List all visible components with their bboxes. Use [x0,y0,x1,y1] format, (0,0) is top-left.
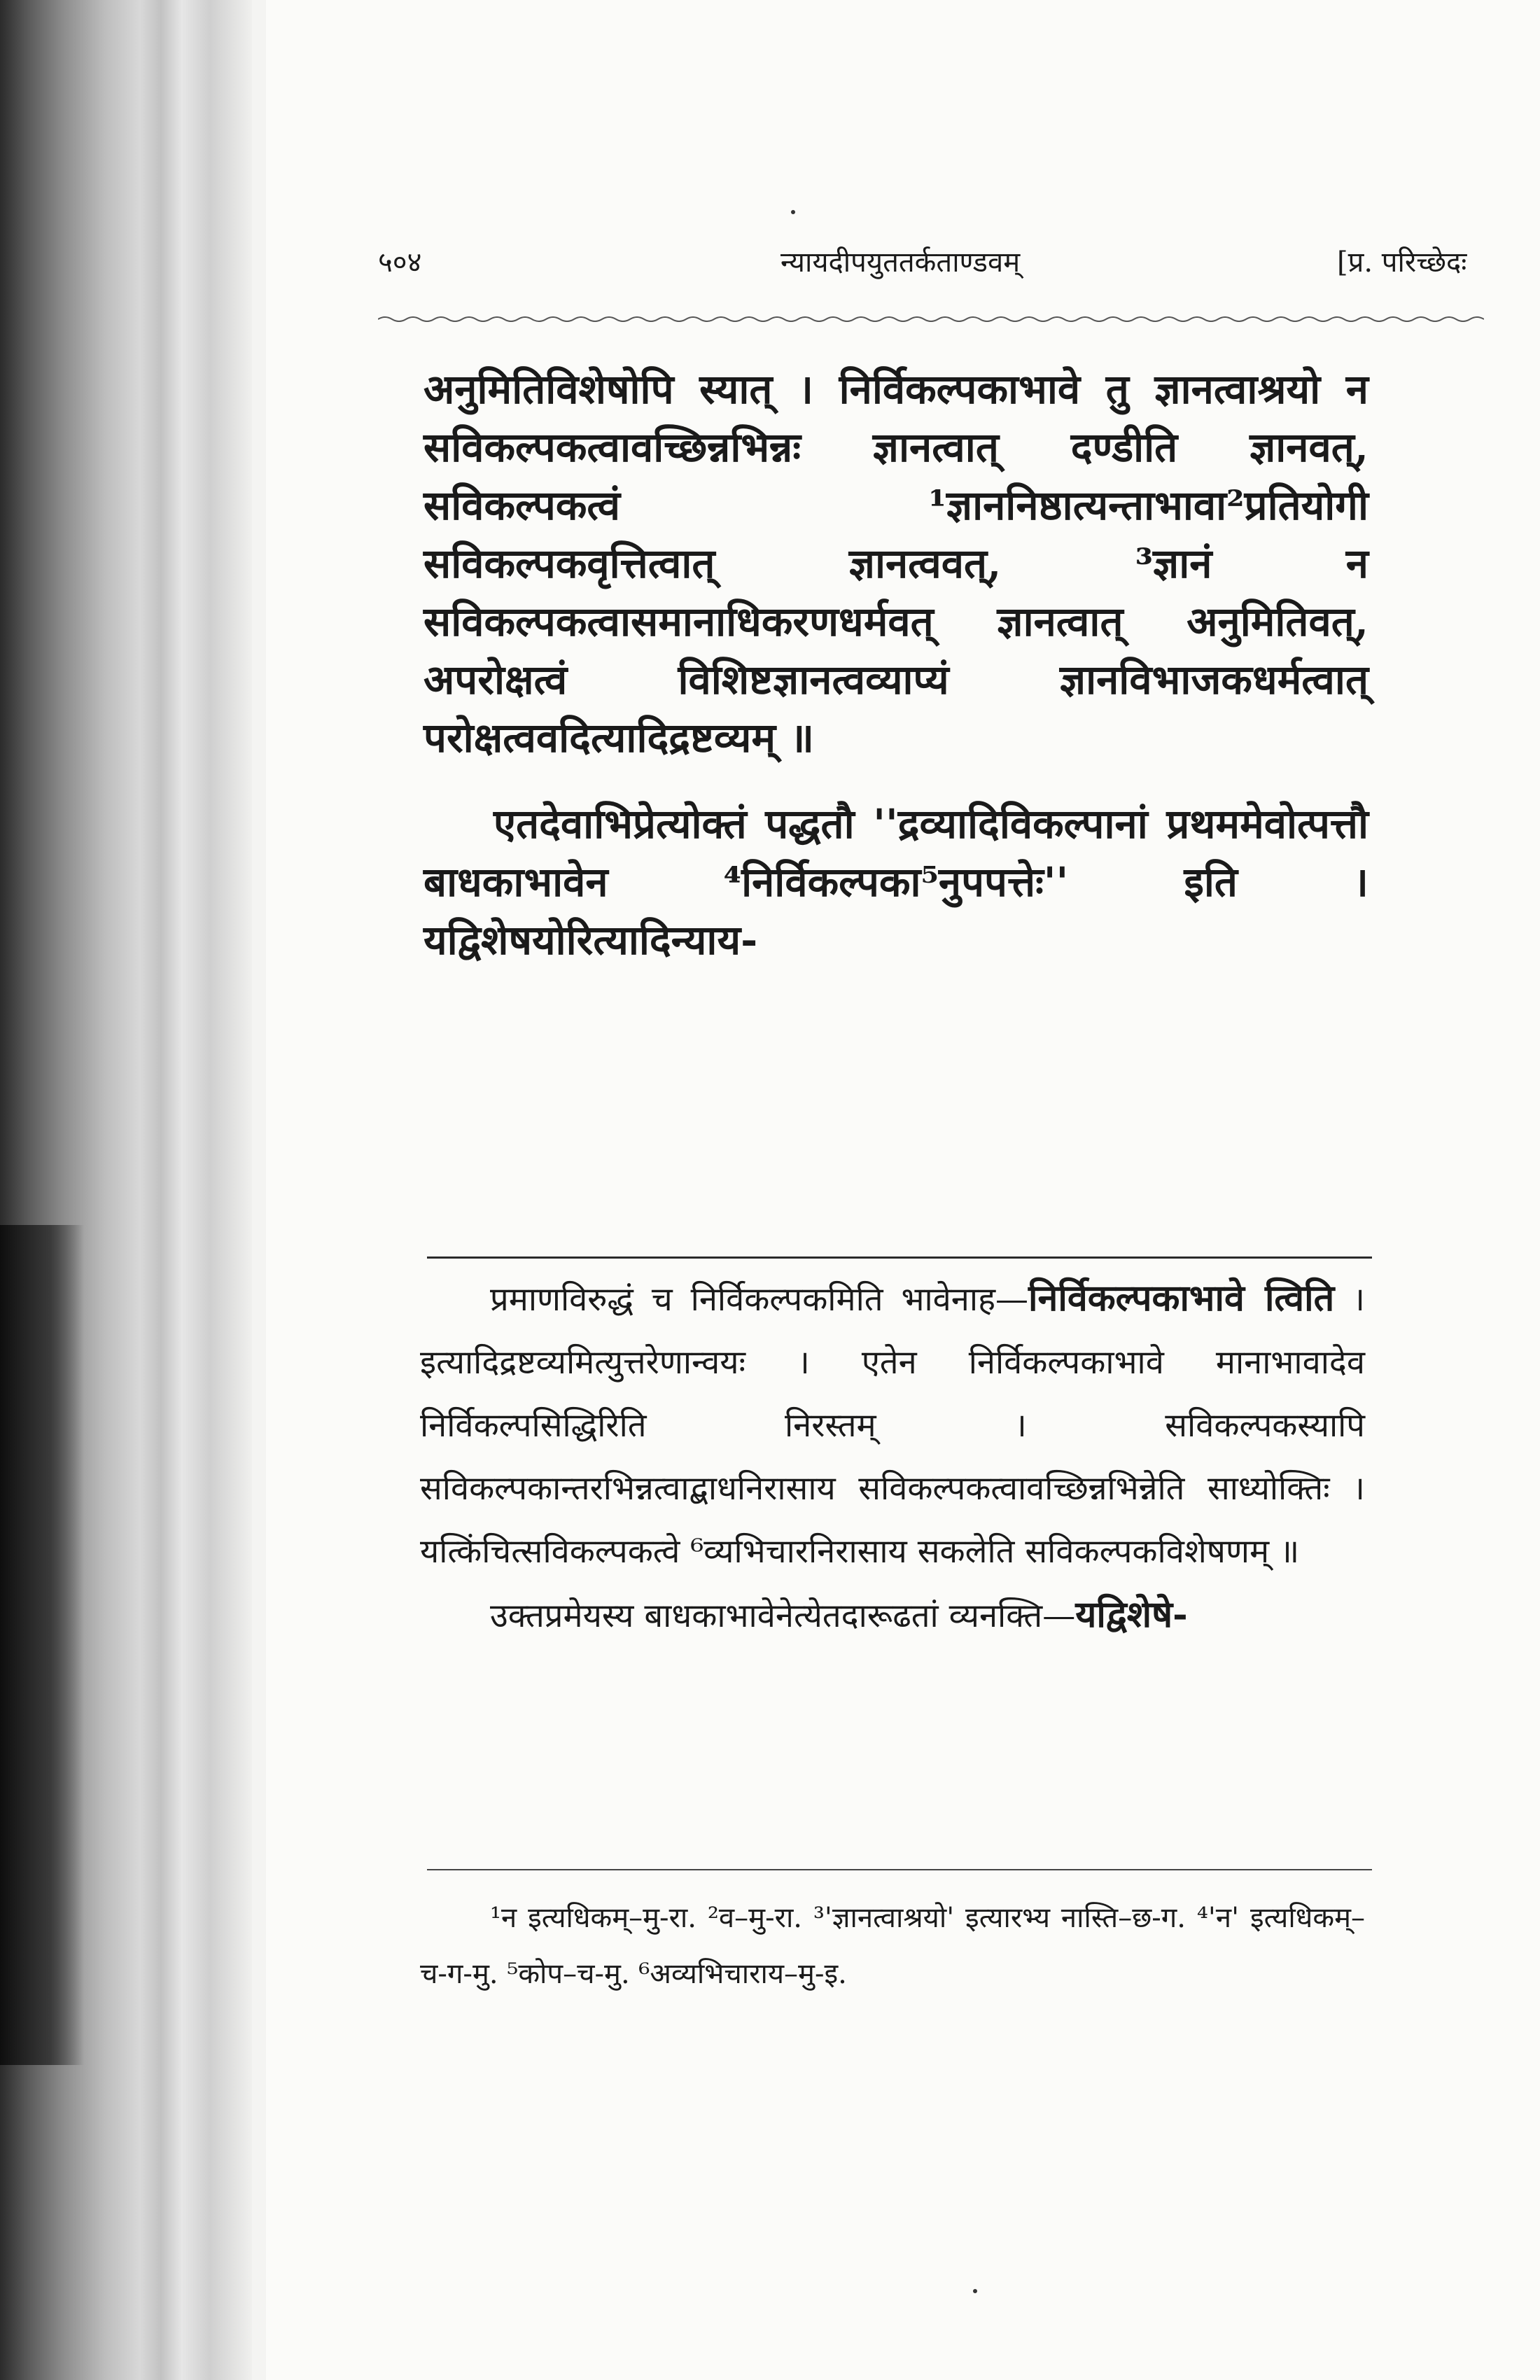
commentary-divider [427,1256,1372,1259]
main-text-paragraph: अनुमितिविशेषोपि स्यात् । निर्विकल्पकाभावे तु ज्ञानत्वाश्रयो न सविकल्पकत्वावच्छिन्नभिन्नः ज्ञानत्वात् दण्डीति ज्ञानवत्, सविकल्पकत्वं ¹ज्ञाननिष्ठात्यन्ताभावा²प्रतियोगी सविकल्पकवृत्तित्वात् ज्ञानत्ववत्, ³ज्ञानं न सविकल्पकत्वासमानाधिकरणधर्मवत् ज्ञानत्वात् अनुमितिवत्, अपरोक्षत्वं विशिष्टज्ञानत्वव्याप्यं ज्ञानविभाजकधर्मत्वात् परोक्षत्ववदित्यादिद्रष्टव्यम् ॥ [424,365,1368,762]
scan-speck [791,210,795,214]
main-text-paragraph: एतदेवाभिप्रेत्योक्तं पद्धतौ ''द्रव्यादिविकल्पानां प्रथममेवोत्पत्तौ बाधकाभावेन ⁴निर्विकल्पका⁵नुपपत्तेः'' इति । यद्विशेषयोरित्यादिन्याय- [424,800,1368,964]
book-page [266,0,1540,2380]
commentary-block [420,1267,1365,1648]
chapter-label: [प्र. परिच्छेदः [1337,246,1467,279]
main-text-block [424,360,1368,969]
commentary-text: प्रमाणविरुद्धं च निर्विकल्पकमिति भावेनाह— [490,1280,1029,1319]
page-number: ५०४ [378,246,422,279]
commentary-pratika: यद्विशेषे- [1075,1593,1188,1636]
binding-shadow [0,1225,84,2065]
running-title: न्यायदीपयुततर्कताण्डवम् [780,246,1021,279]
footnotes-text: ¹न इत्यधिकम्–मु-रा. ²व–मु-रा. ³'ज्ञानत्वाश्रयो' इत्यारभ्य नास्ति–छ-ग. ⁴'न' इत्यधिकम्–च-ग-मु. ⁵कोप–च-मु. ⁶अव्यभिचाराय–मु-इ. [420,1902,1365,1990]
commentary-pratika: निर्विकल्पकाभावे त्विति [1028,1277,1335,1320]
commentary-paragraph [420,1583,1365,1648]
scan-speck [973,2289,977,2293]
footnotes-block [420,1890,1365,2002]
footnote-divider [427,1869,1372,1870]
running-header [378,241,1484,298]
commentary-paragraph [420,1267,1365,1583]
commentary-text: । इत्यादिद्रष्टव्यमित्युत्तरेणान्वयः । एतेन निर्विकल्पकाभावे मानाभावादेव निर्विकल्पसिद्धिरिति निरस्तम् । सविकल्पकस्यापि सविकल्पकान्तरभिन्नत्वाद्बाधनिरासाय सविकल्पकत्वावच्छिन्नभिन्नेति साध्योक्तिः । यत्किंचित्सविकल्पकत्वे ⁶व्यभिचारनिरासाय सकलेति सविकल्पकविशेषणम् ॥ [420,1280,1365,1571]
header-wavy-rule [378,314,1484,325]
commentary-text: उक्तप्रमेयस्य बाधकाभावेनेत्येतदारूढतां व्यनक्ति— [490,1597,1076,1635]
